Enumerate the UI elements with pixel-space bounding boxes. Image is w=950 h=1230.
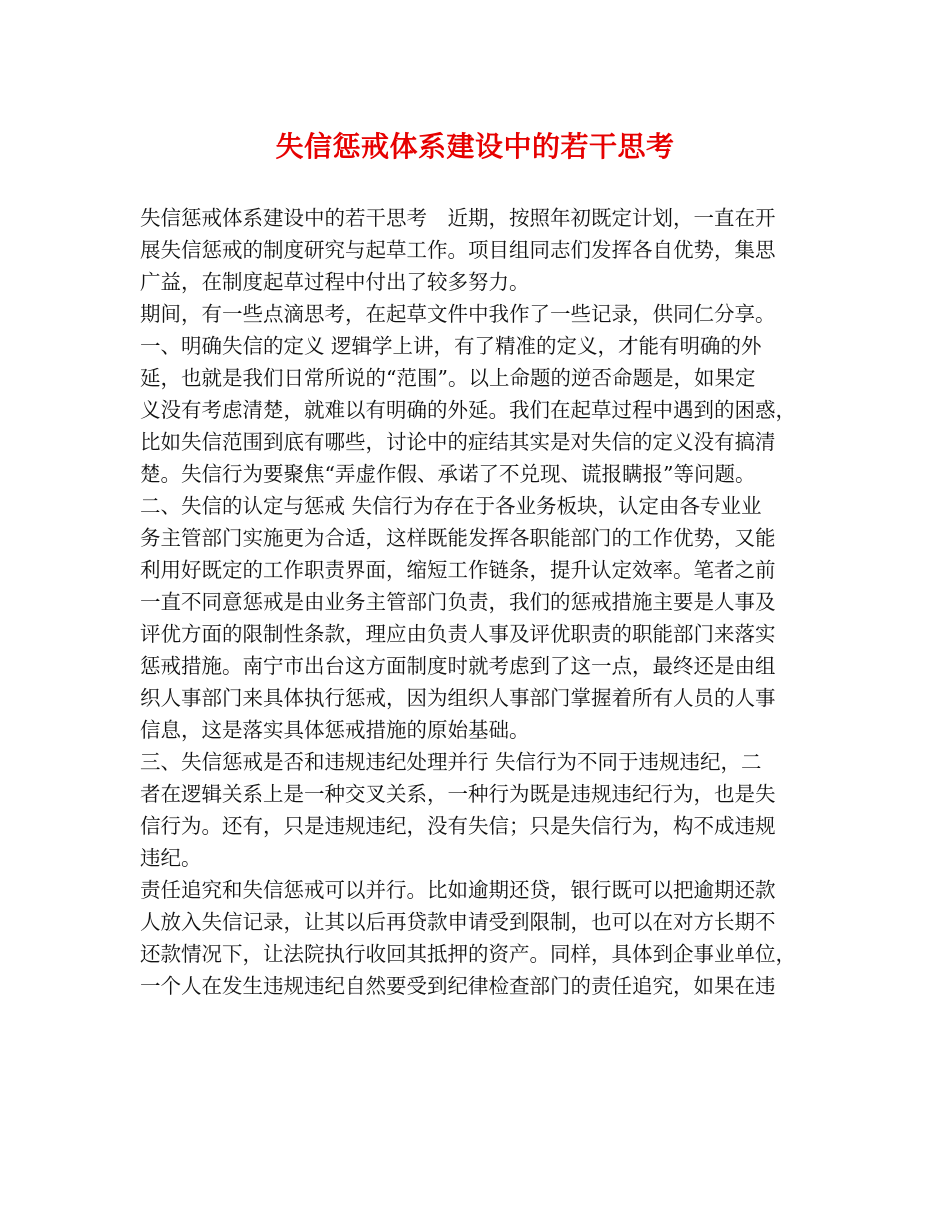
text-line: 期间，有一些点滴思考，在起草文件中我作了一些记录，供同仁分享。 [140,302,776,326]
text-line: 一直不同意惩戒是由业务主管部门负责，我们的惩戒措施主要是人事及 [140,590,776,614]
text-line: 二、失信的认定与惩戒 失信行为存在于各业务板块，认定由各专业业 [140,494,762,518]
text-line: 织人事部门来具体执行惩戒，因为组织人事部门掌握着所有人员的人事 [140,686,776,710]
text-line: 楚。失信行为要聚焦“弄虚作假、承诺了不兑现、谎报瞒报”等问题。 [140,462,756,486]
document-body [140,202,820,1002]
text-line: 利用好既定的工作职责界面，缩短工作链条，提升认定效率。笔者之前 [140,558,776,582]
text-line: 责任追究和失信惩戒可以并行。比如逾期还贷，银行既可以把逾期还款 [140,878,776,902]
text-line: 一、明确失信的定义 逻辑学上讲，有了精准的定义，才能有明确的外 [140,334,762,358]
text-line: 务主管部门实施更为合适，这样既能发挥各职能部门的工作优势，又能 [140,526,776,550]
text-line: 一个人在发生违规违纪自然要受到纪律检查部门的责任追究，如果在违 [140,974,776,998]
text-line: 比如失信范围到底有哪些，讨论中的症结其实是对失信的定义没有搞清 [140,430,776,454]
text-line: 展失信惩戒的制度研究与起草工作。项目组同志们发挥各自优势，集思 [140,238,776,262]
text-line: 三、失信惩戒是否和违规违纪处理并行 失信行为不同于违规违纪，二 [140,750,762,774]
text-line: 广益，在制度起草过程中付出了较多努力。 [140,270,530,294]
text-line: 义没有考虑清楚，就难以有明确的外延。我们在起草过程中遇到的困惑， [140,398,796,422]
text-line: 评优方面的限制性条款，理应由负责人事及评优职责的职能部门来落实 [140,622,776,646]
text-line: 信息，这是落实具体惩戒措施的原始基础。 [140,718,530,742]
text-line: 信行为。还有，只是违规违纪，没有失信；只是失信行为，构不成违规 [140,814,776,838]
text-line: 者在逻辑关系上是一种交叉关系，一种行为既是违规违纪行为，也是失 [140,782,776,806]
text-line: 违纪。 [140,846,202,870]
text-line: 失信惩戒体系建设中的若干思考 近期，按照年初既定计划，一直在开 [140,206,776,230]
text-line: 惩戒措施。南宁市出台这方面制度时就考虑到了这一点，最终还是由组 [140,654,776,678]
text-line: 人放入失信记录，让其以后再贷款申请受到限制，也可以在对方长期不 [140,910,776,934]
text-line: 还款情况下，让法院执行收回其抵押的资产。同样，具体到企事业单位， [140,942,796,966]
text-line: 延，也就是我们日常所说的“范围”。以上命题的逆否命题是，如果定 [140,366,756,390]
document-title: 失信惩戒体系建设中的若干思考 [275,130,675,163]
